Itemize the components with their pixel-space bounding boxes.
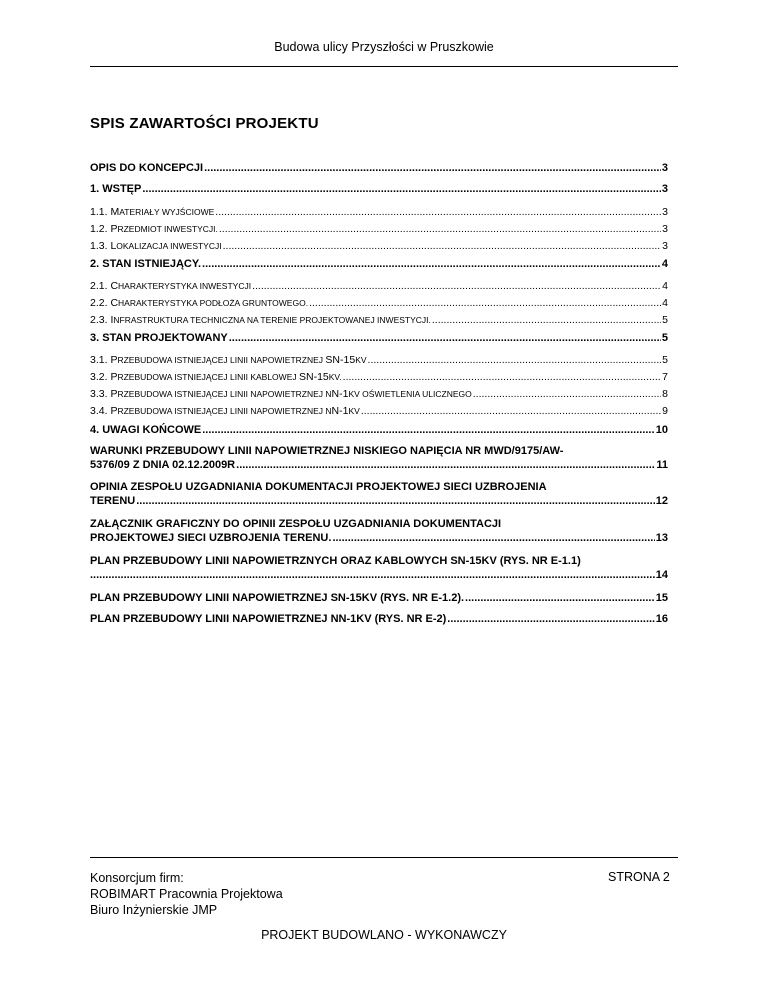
toc-entry[interactable]: 2.3. INFRASTRUKTURA TECHNICZNA NA TERENIE PROJEKTOWANEJ INWESTYCJI. ..... 5: [90, 313, 668, 331]
toc-entry[interactable]: PLAN PRZEBUDOWY LINII NAPOWIETRZNYCH ORAZ KABLOWYCH SN-15KV (RYS. NR E-1.1) ..... 14: [90, 554, 668, 582]
toc-page-number: 5: [662, 354, 668, 366]
toc-page-number: 3: [662, 240, 668, 252]
toc-page-number: 4: [661, 258, 668, 270]
toc-entry[interactable]: 3.2. PRZEBUDOWA ISTNIEJĄCEJ LINII KABLOWEJ SN-15KV. ..... 7: [90, 370, 668, 387]
toc-entry[interactable]: 3.4. PRZEBUDOWA ISTNIEJĄCEJ LINII NAPOWIETRZNEJ NN-1KV ..... 9: [90, 404, 668, 423]
toc-entry[interactable]: WARUNKI PRZEBUDOWY LINII NAPOWIETRZNEJ NISKIEGO NAPIĘCIA NR MWD/9175/AW- 5376/09 Z DNIA 02.12.2009R ..... 11: [90, 444, 668, 472]
toc-page-number: 4: [662, 280, 668, 292]
footer-company: Konsorcjum firm: ROBIMART Pracownia Projektowa Biuro Inżynierskie JMP: [90, 871, 283, 917]
running-header: Budowa ulicy Przyszłości w Pruszkowie: [274, 40, 494, 54]
toc-page-number: 3: [661, 162, 668, 174]
table-of-contents: [90, 161, 668, 633]
toc-page-number: 7: [662, 371, 668, 383]
footer-page-label: STRONA 2: [608, 870, 670, 884]
toc-entry[interactable]: 1. WSTĘP ..... 3: [90, 182, 668, 205]
toc-entry[interactable]: 3.3. PRZEBUDOWA ISTNIEJĄCEJ LINII NAPOWIETRZNEJ NN-1KV OŚWIETLENIA ULICZNEGO ..... 8: [90, 387, 668, 404]
toc-entry[interactable]: OPINIA ZESPOŁU UZGADNIANIA DOKUMENTACJI PROJEKTOWEJ SIECI UZBROJENIA TERENU ..... 12: [90, 480, 668, 508]
toc-page-number: 3: [661, 183, 668, 195]
toc-page-number: 3: [662, 223, 668, 235]
header-rule: [90, 66, 678, 67]
toc-entry[interactable]: PLAN PRZEBUDOWY LINII NAPOWIETRZNEJ SN-15KV (RYS. NR E-1.2). ..... 15: [90, 591, 668, 612]
toc-page-number: 11: [656, 459, 668, 471]
toc-entry[interactable]: 2.2. CHARAKTERYSTYKA PODŁOŻA GRUNTOWEGO. ..... 4: [90, 296, 668, 313]
toc-page-number: 13: [655, 532, 668, 544]
toc-page-number: 15: [655, 592, 668, 604]
toc-page-number: 12: [655, 495, 668, 507]
toc-page-number: 16: [655, 613, 668, 625]
toc-entry[interactable]: 3.1. PRZEBUDOWA ISTNIEJĄCEJ LINII NAPOWIETRZNEJ SN-15KV ..... 5: [90, 353, 668, 370]
toc-entry[interactable]: 2. STAN ISTNIEJĄCY. ..... 4: [90, 257, 668, 279]
toc-page-number: 8: [662, 388, 668, 400]
toc-page-number: 5: [661, 332, 668, 344]
toc-entry[interactable]: 3. STAN PROJEKTOWANY ..... 5: [90, 331, 668, 353]
toc-page-number: 10: [655, 424, 668, 436]
toc-page-number: 5: [662, 314, 668, 326]
toc-page-number: 14: [655, 569, 668, 581]
toc-entry[interactable]: PLAN PRZEBUDOWY LINII NAPOWIETRZNEJ NN-1KV (RYS. NR E-2) ..... 16: [90, 612, 668, 633]
toc-entry[interactable]: 2.1. CHARAKTERYSTYKA INWESTYCJI ..... 4: [90, 279, 668, 296]
toc-entry[interactable]: 1.1. MATERIAŁY WYJŚCIOWE ..... 3: [90, 205, 668, 222]
toc-page-number: 9: [662, 405, 668, 417]
toc-entry[interactable]: 1.2. PRZEDMIOT INWESTYCJI. ..... 3: [90, 222, 668, 239]
page-title: SPIS ZAWARTOŚCI PROJEKTU: [90, 115, 319, 132]
toc-entry[interactable]: ZAŁĄCZNIK GRAFICZNY DO OPINII ZESPOŁU UZGADNIANIA DOKUMENTACJI PROJEKTOWEJ SIECI UZBROJENIA TERENU. ..... 13: [90, 517, 668, 545]
toc-entry[interactable]: 4. UWAGI KOŃCOWE ..... 10: [90, 423, 668, 444]
toc-entry[interactable]: 1.3. LOKALIZACJA INWESTYCJI ..... 3: [90, 239, 668, 257]
footer-project-type: PROJEKT BUDOWLANO - WYKONAWCZY: [261, 928, 507, 942]
footer-rule: [90, 857, 678, 858]
toc-entry[interactable]: OPIS DO KONCEPCJI ..... 3: [90, 161, 668, 182]
toc-page-number: 3: [662, 206, 668, 218]
toc-page-number: 4: [662, 297, 668, 309]
